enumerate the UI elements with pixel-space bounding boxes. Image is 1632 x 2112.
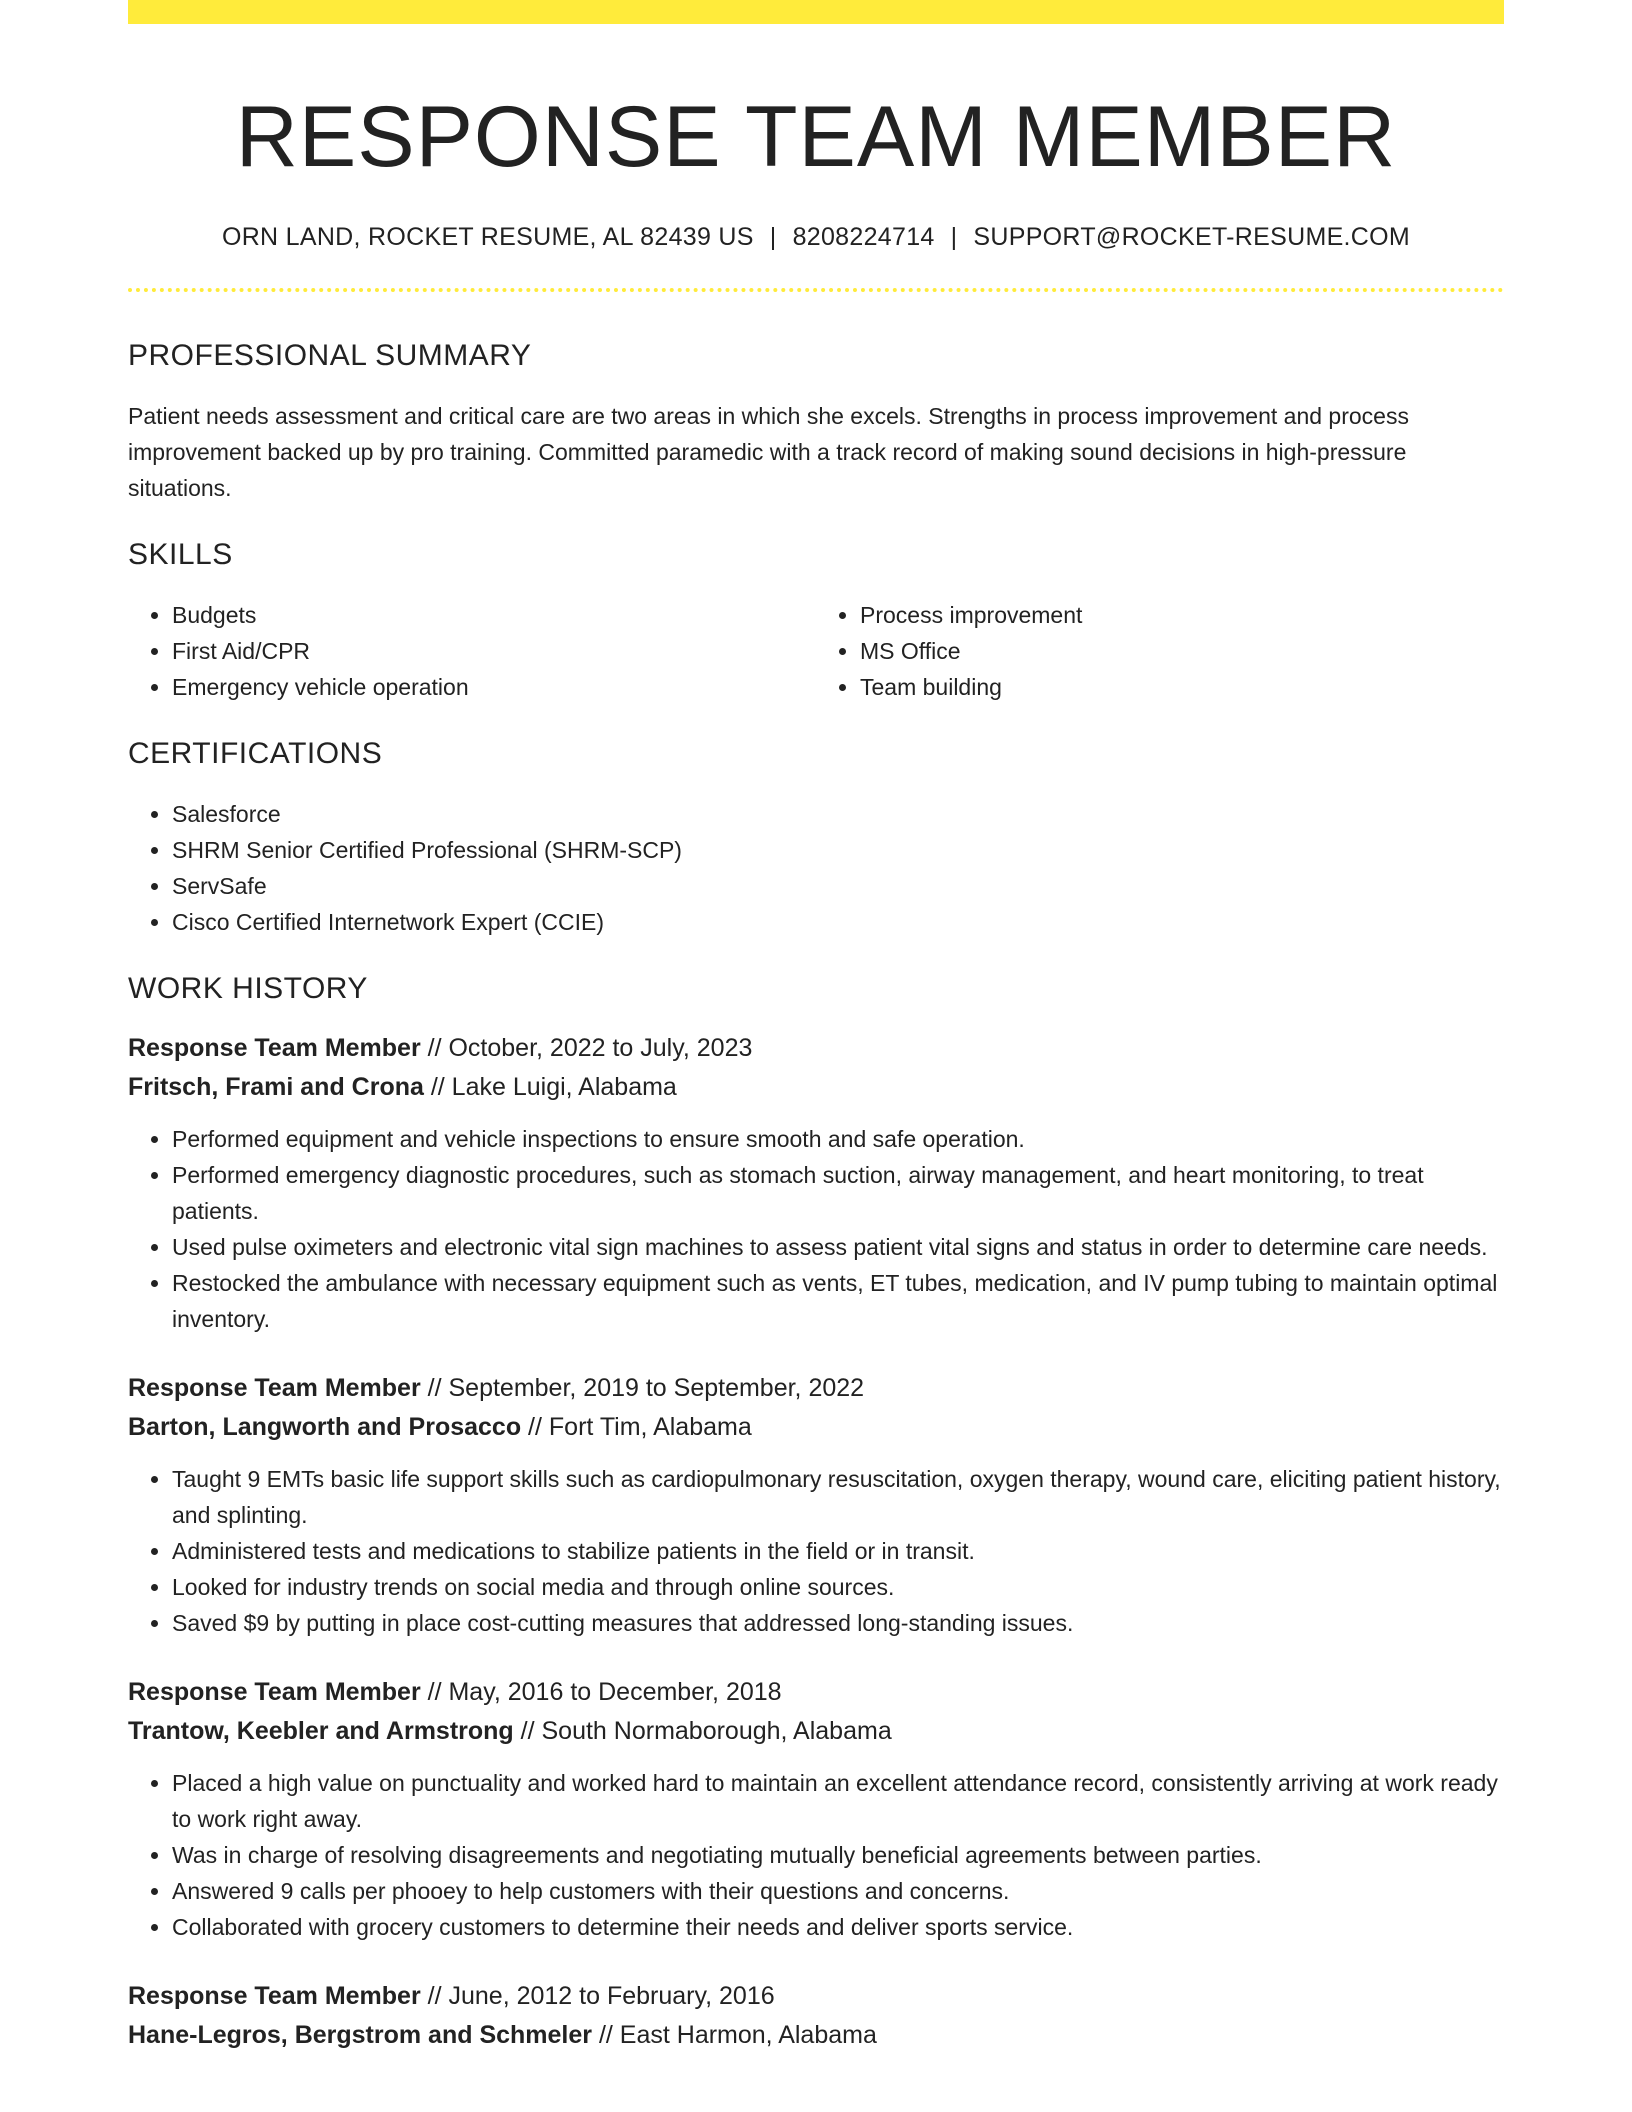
job-location: // Lake Luigi, Alabama (423, 1073, 677, 1101)
summary-heading: PROFESSIONAL SUMMARY (128, 339, 532, 372)
certification-item: • ServSafe (172, 868, 1504, 904)
skills-columns (128, 597, 1504, 705)
contact-line (128, 220, 1504, 254)
job-bullet: • Used pulse oximeters and electronic vital sign machines to assess patient vital signs and status in order to determine care needs. (172, 1229, 1504, 1265)
job-dates: // September, 2019 to September, 2022 (420, 1374, 865, 1402)
job-bullet: • Performed emergency diagnostic procedures, such as stomach suction, airway management, and heart monitoring, to treat patients. (172, 1157, 1504, 1229)
certification-item: • Salesforce (172, 796, 1504, 832)
job-bullet: • Performed equipment and vehicle inspections to ensure smooth and safe operation. (172, 1121, 1504, 1157)
phone: 8208224714 (792, 223, 935, 251)
job-role: Response Team Member (128, 1678, 421, 1706)
job-title-line (128, 1369, 1504, 1408)
contact-separator: | (769, 223, 777, 251)
job-bullet: • Collaborated with grocery customers to determine their needs and deliver sports service. (172, 1909, 1504, 1945)
certifications-list (128, 796, 1504, 940)
job-title-line (128, 1977, 1504, 2016)
job-location: // East Harmon, Alabama (592, 2021, 877, 2049)
job-company: Hane-Legros, Bergstrom and Schmeler (128, 2021, 593, 2049)
job-dates: // June, 2012 to February, 2016 (420, 1982, 775, 2010)
dotted-divider (128, 288, 1504, 292)
job-bullets (128, 1765, 1504, 1945)
job-location: // South Normaborough, Alabama (513, 1717, 892, 1745)
skill-item: • Team building (860, 669, 1504, 705)
job-location: // Fort Tim, Alabama (521, 1413, 752, 1441)
certification-item: • SHRM Senior Certified Professional (SHRM-SCP) (172, 832, 1504, 868)
job-bullet: • Administered tests and medications to stabilize patients in the field or in transit. (172, 1533, 1504, 1569)
certification-item: • Cisco Certified Internetwork Expert (CCIE) (172, 904, 1504, 940)
job-bullets (128, 1461, 1504, 1641)
skill-item: • Emergency vehicle operation (172, 669, 816, 705)
job-dates: // May, 2016 to December, 2018 (420, 1678, 782, 1706)
skills-list-left (128, 597, 816, 705)
skill-item: • Process improvement (860, 597, 1504, 633)
job-title-line (128, 1029, 1504, 1068)
job-role: Response Team Member (128, 1374, 421, 1402)
job-entry (128, 1977, 1504, 2055)
contact-separator: | (950, 223, 958, 251)
job-company-line (128, 1712, 1504, 1751)
job-company-line (128, 2016, 1504, 2055)
job-bullet: • Was in charge of resolving disagreements and negotiating mutually beneficial agreements between parties. (172, 1837, 1504, 1873)
accent-bar (128, 0, 1504, 24)
job-company: Trantow, Keebler and Armstrong (128, 1717, 514, 1745)
job-bullet: • Looked for industry trends on social media and through online sources. (172, 1569, 1504, 1605)
skill-item: • MS Office (860, 633, 1504, 669)
job-role: Response Team Member (128, 1034, 421, 1062)
resume-content (128, 0, 1504, 2055)
certifications-heading: CERTIFICATIONS (128, 737, 383, 770)
skill-item: • Budgets (172, 597, 816, 633)
work-history-heading: WORK HISTORY (128, 972, 368, 1005)
summary-text: Patient needs assessment and critical care are two areas in which she excels. Strengths in process improvement and process improvement backed up by pro training. Committed paramedic with a track record of making sound decisions in high-pressure situations. (128, 403, 1409, 501)
job-bullets (128, 1121, 1504, 1337)
candidate-name: RESPONSE TEAM MEMBER (235, 89, 1397, 185)
job-dates: // October, 2022 to July, 2023 (420, 1034, 753, 1062)
job-bullet: • Placed a high value on punctuality and worked hard to maintain an excellent attendance record, consistently arriving at work ready to work right away. (172, 1765, 1504, 1837)
job-bullet: • Restocked the ambulance with necessary equipment such as vents, ET tubes, medication, and IV pump tubing to maintain optimal inventory. (172, 1265, 1504, 1337)
job-company-line (128, 1408, 1504, 1447)
skills-heading: SKILLS (128, 538, 233, 571)
job-role: Response Team Member (128, 1982, 421, 2010)
job-bullet: • Saved $9 by putting in place cost-cutting measures that addressed long-standing issues. (172, 1605, 1504, 1641)
job-entry (128, 1369, 1504, 1641)
skills-list-right (816, 597, 1504, 705)
job-bullet: • Taught 9 EMTs basic life support skills such as cardiopulmonary resuscitation, oxygen therapy, wound care, eliciting patient history, and splinting. (172, 1461, 1504, 1533)
job-title-line (128, 1673, 1504, 1712)
job-entry (128, 1673, 1504, 1945)
skill-item: • First Aid/CPR (172, 633, 816, 669)
email: SUPPORT@ROCKET-RESUME.COM (973, 223, 1411, 251)
job-bullet: • Answered 9 calls per phooey to help customers with their questions and concerns. (172, 1873, 1504, 1909)
job-company: Fritsch, Frami and Crona (128, 1073, 424, 1101)
address: ORN LAND, ROCKET RESUME, AL 82439 US (221, 223, 754, 251)
job-company: Barton, Langworth and Prosacco (128, 1413, 522, 1441)
job-company-line (128, 1068, 1504, 1107)
job-entry (128, 1029, 1504, 1337)
